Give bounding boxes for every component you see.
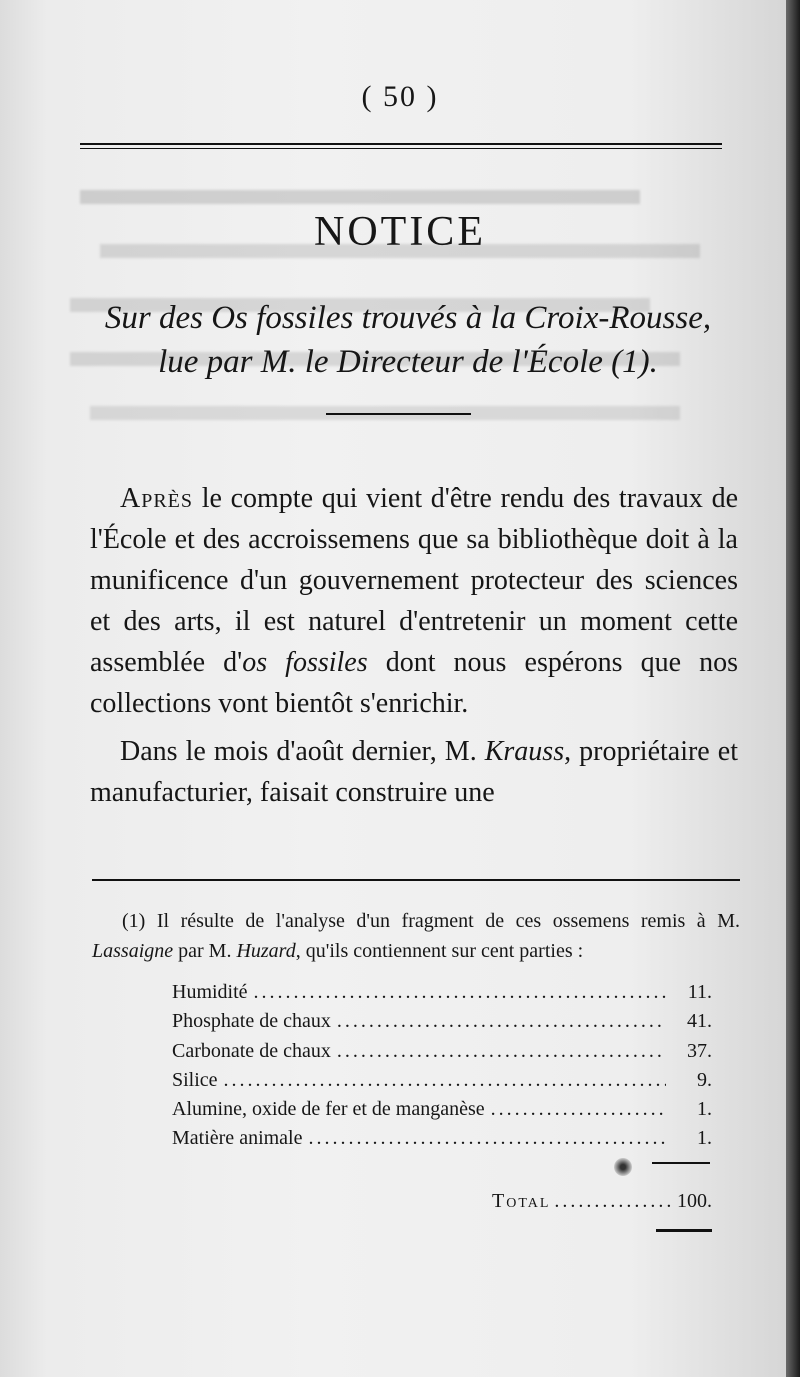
main-text xyxy=(90,478,738,813)
row-value: 11. xyxy=(687,981,712,1003)
show-through-text xyxy=(70,120,750,460)
composition-table xyxy=(172,978,712,1154)
total-row xyxy=(492,1190,712,1213)
row-label: Matière animale xyxy=(172,1127,303,1150)
header-rule xyxy=(80,143,722,149)
subtitle-line-2: lue par M. le Directeur de l'École (1). xyxy=(158,344,658,380)
person-name-huzard: Huzard xyxy=(236,940,296,962)
title-separator xyxy=(326,413,471,415)
drop-lead-word: Après xyxy=(120,483,194,514)
person-name-krauss: Krauss xyxy=(484,736,565,767)
paragraph-2-start: Dans le mois d'août dernier, M. xyxy=(120,736,485,767)
total-label: Total xyxy=(492,1190,551,1212)
leader-dots xyxy=(309,1124,667,1153)
row-label: Silice xyxy=(172,1068,218,1091)
leader-dots xyxy=(224,1066,666,1095)
footnote-mid: par M. xyxy=(173,940,237,962)
paragraph-1-end: dont nous espérons que nos collections vont bientôt s'enrichir. xyxy=(90,647,738,719)
row-value: 37. xyxy=(687,1039,712,1062)
paragraph-1 xyxy=(90,478,738,724)
table-row xyxy=(172,978,712,1007)
paragraph-1-text: le compte qui vient d'être rendu des travaux de l'École et des accroissemens que sa bibliothèque doit à la munificence d'un gouvernement protecteur des sciences et des arts, il est naturel d'entretenir un moment cette assemblée d' xyxy=(90,483,738,678)
notice-title: NOTICE xyxy=(314,209,486,255)
leader-dots xyxy=(254,978,666,1007)
subtitle-line-1: Sur des Os fossiles trouvés à la Croix-Rousse, xyxy=(104,300,712,336)
footnote-rule xyxy=(92,879,740,881)
end-rule xyxy=(656,1229,712,1232)
row-label: Alumine, oxide de fer et de manganèse xyxy=(172,1098,485,1121)
person-name-lassaigne: Lassaigne xyxy=(92,940,174,962)
paragraph-2 xyxy=(90,731,738,813)
footnote xyxy=(92,906,740,966)
row-value: 9. xyxy=(697,1068,712,1091)
row-label: Phosphate de chaux xyxy=(172,1010,331,1033)
page-edge-shadow xyxy=(786,0,800,1377)
row-value: 1. xyxy=(697,1127,712,1150)
footnote-end: , qu'ils contiennent sur cent parties : xyxy=(295,940,584,962)
row-value: 1. xyxy=(697,1098,712,1121)
footnote-text xyxy=(92,906,740,966)
table-row xyxy=(172,1037,712,1066)
paragraph-2-end: , propriétaire et manufacturier, faisait construire une xyxy=(90,736,738,808)
notice-subtitle xyxy=(0,296,786,384)
leader-dots xyxy=(337,1037,666,1066)
row-label: Carbonate de chaux xyxy=(172,1039,331,1062)
paragraph-1-italic: os fossiles xyxy=(242,647,368,678)
row-label: Humidité xyxy=(172,981,248,1003)
sum-rule xyxy=(652,1162,710,1164)
ink-spot xyxy=(614,1158,632,1176)
row-value: 41. xyxy=(687,1010,712,1033)
page-number: ( 50 ) xyxy=(361,80,439,113)
table-row xyxy=(172,1124,712,1153)
footnote-start: (1) Il résulte de l'analyse d'un fragment de ces ossemens remis à M. xyxy=(122,910,740,932)
table-row xyxy=(172,1007,712,1036)
table-row xyxy=(172,1095,712,1124)
table-row xyxy=(172,1066,712,1095)
leader-dots xyxy=(491,1095,666,1124)
leader-dots xyxy=(554,1190,673,1213)
total-value: 100. xyxy=(677,1190,712,1212)
leader-dots xyxy=(337,1007,666,1036)
